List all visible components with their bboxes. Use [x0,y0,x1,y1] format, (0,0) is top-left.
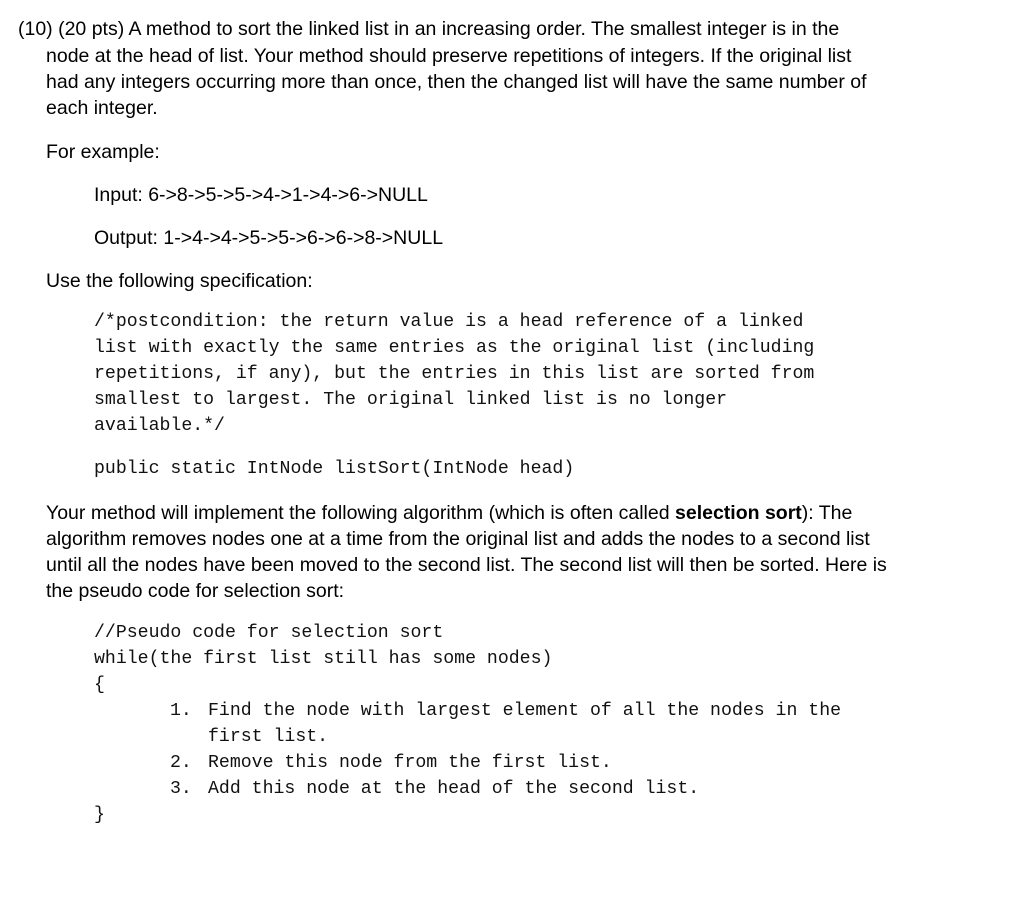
pseudo-step-2-num: 2. [170,753,192,773]
question-line-4: each integer. [46,97,158,119]
algorithm-line-3: until all the nodes have been moved to the second list. The second list will then be sorted. Here is [46,554,887,576]
pseudo-step-1-num: 1. [170,701,192,721]
example-output: Output: 1->4->4->5->5->6->6->8->NULL [94,227,444,249]
spec-comment-line-3: repetitions, if any), but the entries in this list are sorted from [94,364,815,384]
pseudo-step-1-cont: first list. [208,727,329,747]
pseudo-open-brace: { [94,675,105,695]
algorithm-line-1: Your method will implement the following algorithm (which is often called selection sort): The [46,502,853,524]
question-line-3: had any integers occurring more than once, then the changed list will have the same number of [46,71,867,93]
spec-comment-line-1: /*postcondition: the return value is a head reference of a linked [94,312,804,332]
spec-heading: Use the following specification: [46,270,313,292]
pseudo-step-2-text: Remove this node from the first list. [208,753,612,773]
pseudo-step-3-num: 3. [170,779,192,799]
question-number: (10) (20 pts) [18,18,125,40]
spec-comment-line-4: smallest to largest. The original linked list is no longer [94,390,728,410]
pseudo-step-3-text: Add this node at the head of the second list. [208,779,700,799]
pseudo-comment: //Pseudo code for selection sort [94,623,444,643]
pseudo-step-1-text: Find the node with largest element of all the nodes in the [208,701,842,721]
pseudo-while: while(the first list still has some nodes) [94,649,553,669]
question-line-2: node at the head of list. Your method should preserve repetitions of integers. If the original list [46,45,852,67]
spec-comment-line-5: available.*/ [94,416,225,436]
example-input: Input: 6->8->5->5->4->1->4->6->NULL [94,184,428,206]
algorithm-line-2: algorithm removes nodes one at a time from the original list and adds the nodes to a second list [46,528,870,550]
question-line-1: (10) (20 pts) A method to sort the linked list in an increasing order. The smallest integer is in the [18,18,840,40]
pseudo-close-brace: } [94,805,105,825]
spec-comment-line-2: list with exactly the same entries as the original list (including [94,338,815,358]
example-heading: For example: [46,141,160,163]
method-signature: public static IntNode listSort(IntNode head) [94,459,575,479]
selection-sort-term: selection sort [675,502,802,524]
algorithm-line-4: the pseudo code for selection sort: [46,580,345,602]
